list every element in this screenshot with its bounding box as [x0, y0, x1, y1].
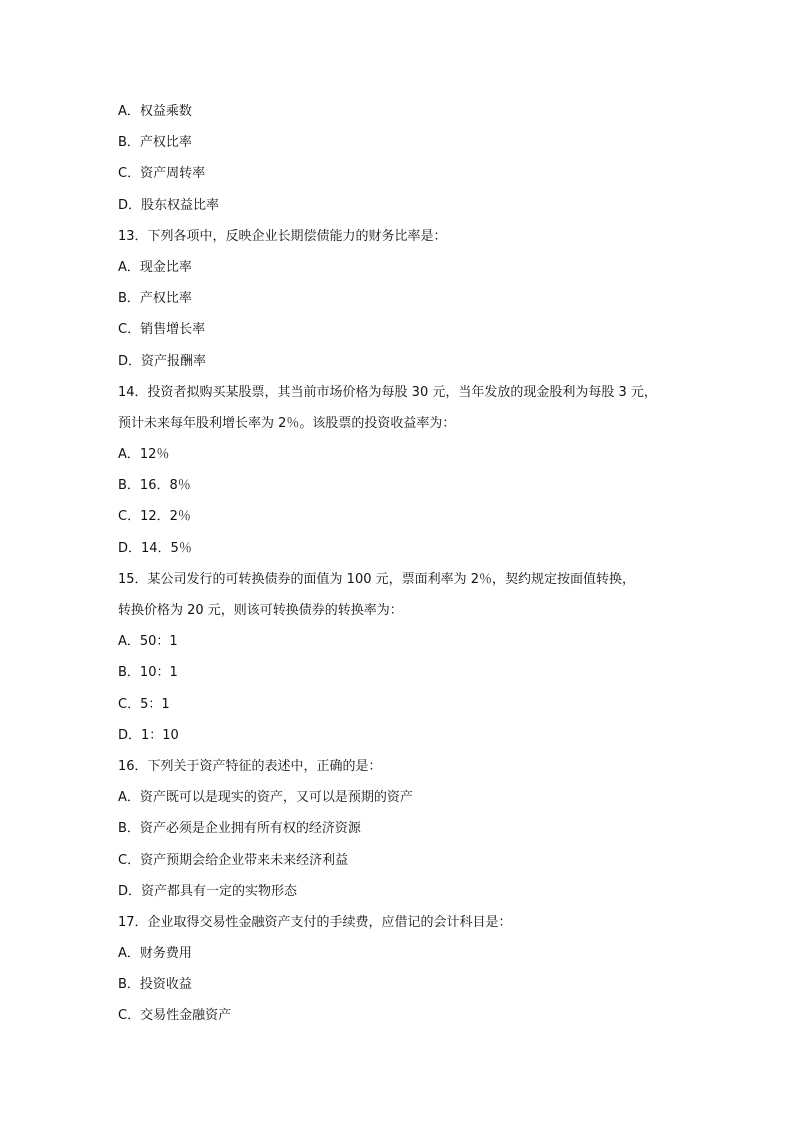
question-text: 13．下列各项中，反映企业长期偿债能力的财务比率是：	[118, 228, 447, 244]
option-text: B．产权比率	[118, 135, 192, 151]
option-text: C．交易性金融资产	[118, 1008, 232, 1024]
question-text: 转换价格为 20 元，则该可转换债券的转换率为：	[118, 603, 403, 618]
option-text: C．资产周转率	[118, 166, 206, 182]
option-text: B．16．8％	[118, 478, 191, 494]
option-text: C．销售增长率	[118, 322, 206, 338]
option-text: A．资产既可以是现实的资产，又可以是预期的资产	[118, 790, 413, 806]
question-text: 17．企业取得交易性金融资产支付的手续费，应借记的会计科目是：	[118, 914, 512, 930]
option-text: A．50：1	[118, 634, 178, 650]
option-text: D．1：10	[118, 727, 179, 743]
option-text: A．权益乘数	[118, 104, 192, 119]
option-text: A．12％	[118, 447, 170, 463]
option-text: B．投资收益	[118, 977, 192, 993]
document-page	[118, 96, 734, 1032]
option-text: A．现金比率	[118, 259, 192, 275]
option-text: C．12．2％	[118, 509, 191, 525]
option-text: B．10：1	[118, 665, 178, 681]
option-text: B．产权比率	[118, 291, 192, 307]
option-text: D．股东权益比率	[118, 197, 220, 213]
question-text: 15．某公司发行的可转换债券的面值为 100 元，票面利率为 2％，契约规定按面值转换，	[118, 571, 636, 587]
option-text: D．14．5％	[118, 540, 192, 556]
question-text: 预计未来每年股利增长率为 2％。该股票的投资收益率为：	[118, 415, 456, 431]
question-text: 16．下列关于资产特征的表述中，正确的是：	[118, 758, 382, 774]
option-text: A．财务费用	[118, 946, 192, 962]
option-text: C．资产预期会给企业带来未来经济利益	[118, 852, 349, 868]
question-text: 14．投资者拟购买某股票，其当前市场价格为每股 30 元，当年发放的现金股利为每股 3 元，	[118, 384, 657, 400]
option-text: D．资产报酬率	[118, 353, 207, 369]
option-text: C．5：1	[118, 696, 170, 712]
option-text: D．资产都具有一定的实物形态	[118, 883, 298, 899]
option-text: B．资产必须是企业拥有所有权的经济资源	[118, 821, 361, 837]
